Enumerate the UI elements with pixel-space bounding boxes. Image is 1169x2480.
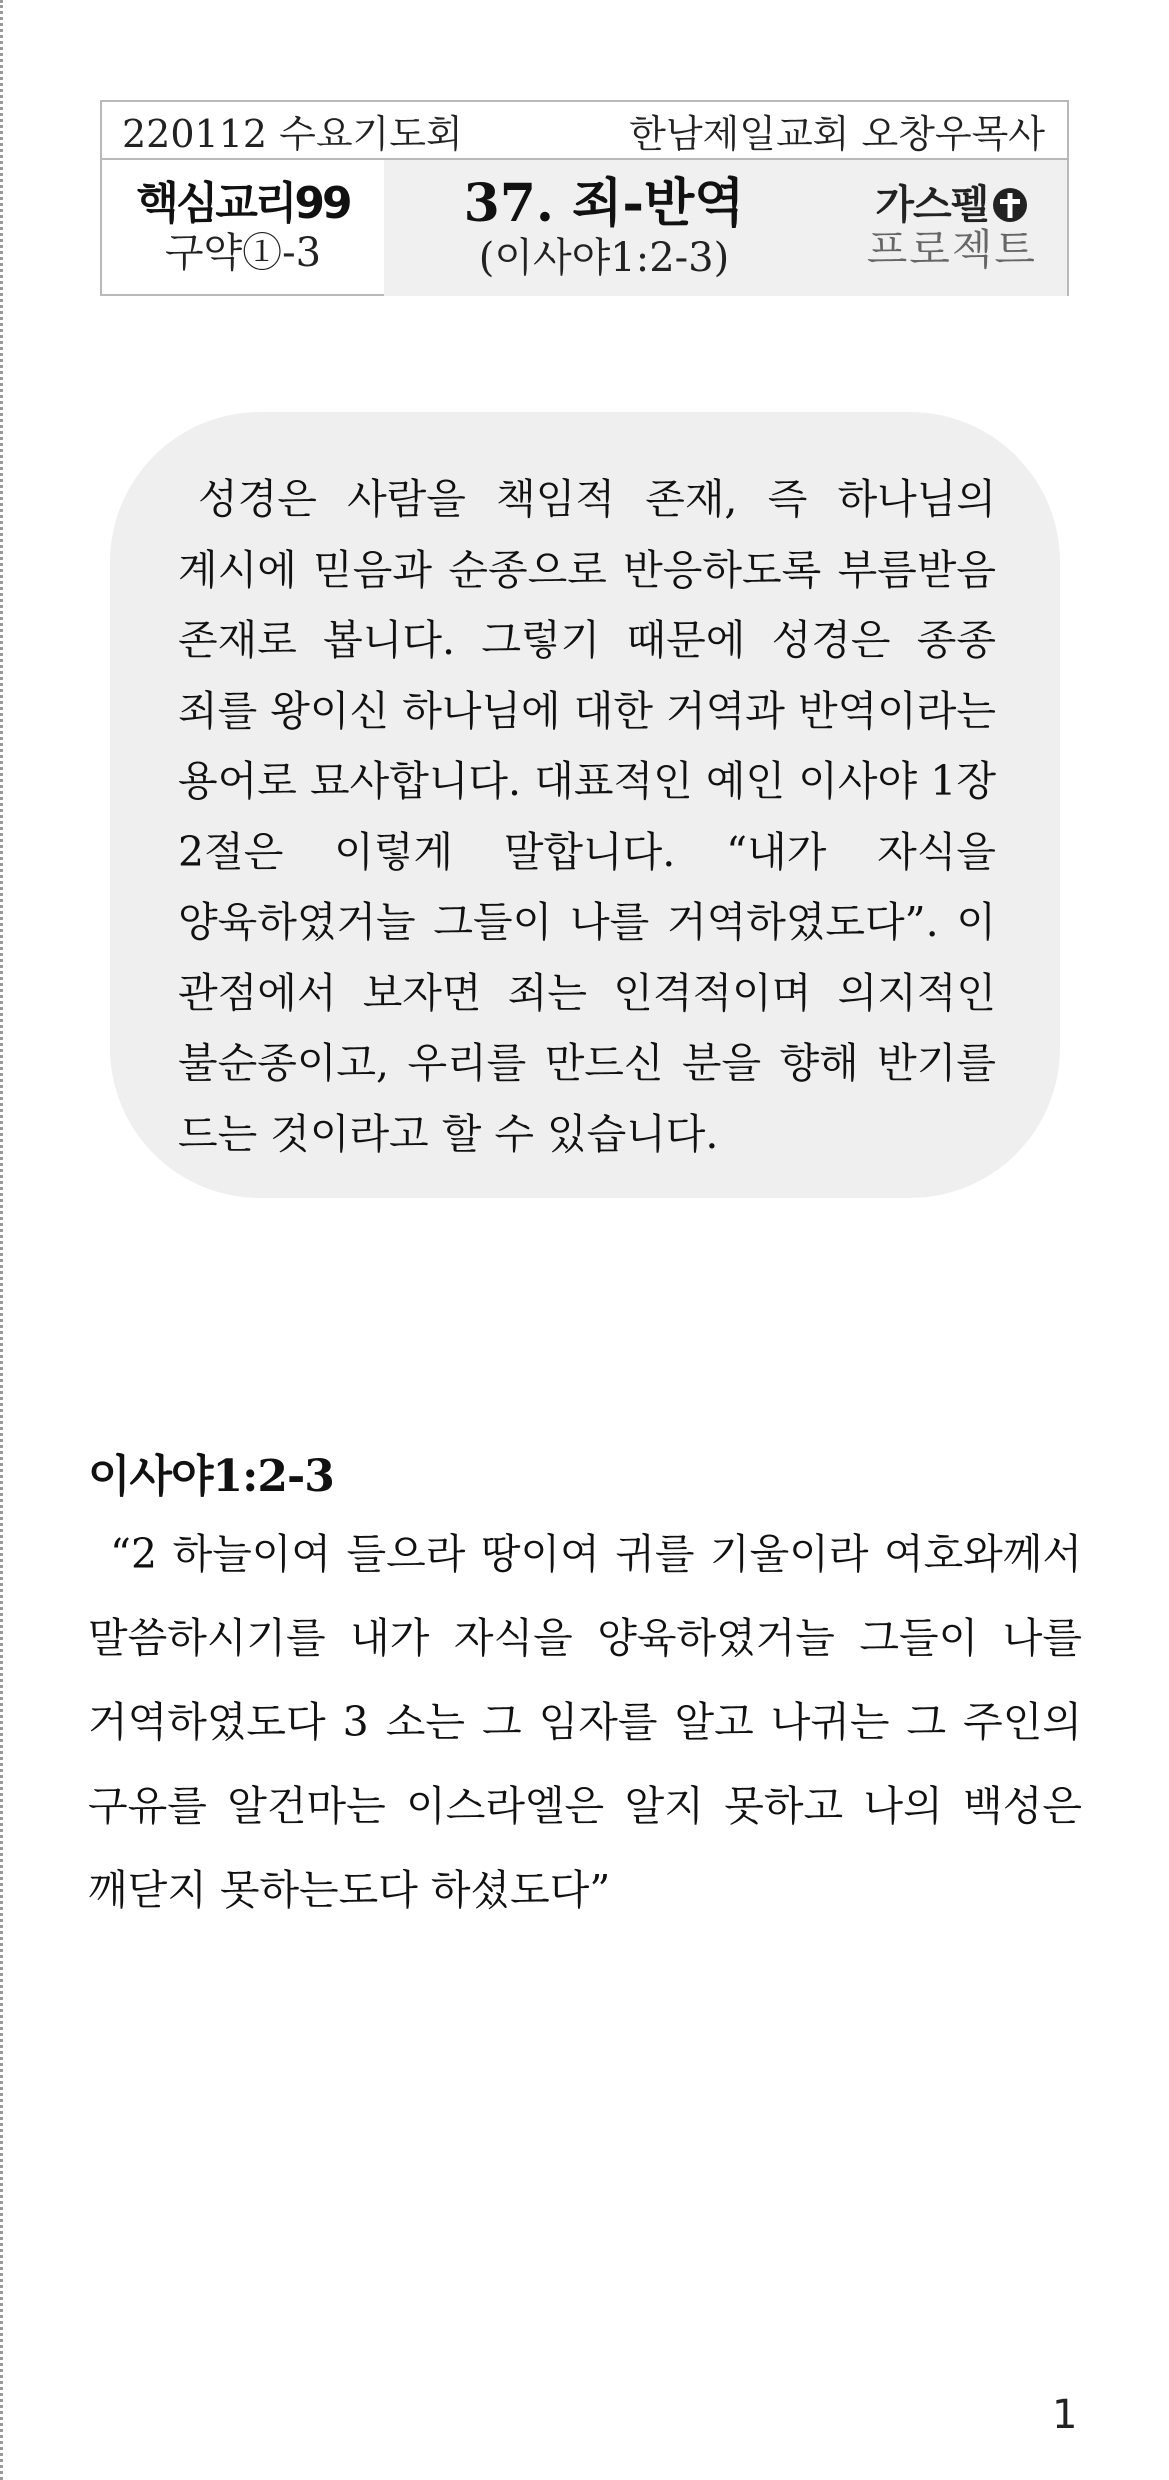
lesson-title: 37. 죄-반역 (463, 173, 745, 235)
series-subtitle: 구약①-3 (164, 230, 322, 277)
header-bottom-row (102, 160, 1067, 296)
header-box (100, 100, 1069, 296)
brand-top-row (875, 183, 1028, 227)
lesson-block-area (384, 160, 1067, 296)
brand-name: 가스펠 (875, 181, 989, 228)
series-title: 핵심교리99 (136, 177, 350, 229)
cross-circle-icon (992, 187, 1028, 223)
scripture-reference: 이사야1:2-3 (88, 1451, 334, 1502)
header-top-row (102, 102, 1067, 160)
series-block (102, 160, 384, 296)
brand-logo (867, 183, 1037, 273)
summary-box (110, 412, 1060, 1198)
scripture-text: “2 하늘이여 들으라 땅이여 귀를 기울이라 여호와께서 말씀하시기를 내가 자식을 양육하였거늘 그들이 나를 거역하였도다 3 소는 그 임자를 알고 나귀는 그 주인의 구유를 알건마는 이스라엘은 알지 못하고 나의 백성은 깨닫지 못하는도다 하셨도다” (88, 1530, 1082, 1914)
church-pastor-label: 한남제일교회 오창우목사 (629, 111, 1045, 156)
page-number: 1 (1052, 2392, 1078, 2438)
lesson-reference: (이사야1:2-3) (478, 234, 730, 281)
page-left-rule (0, 0, 3, 2480)
lesson-block (424, 174, 784, 282)
summary-text: 성경은 사람을 책임적 존재, 즉 하나님의 계시에 믿음과 순종으로 반응하도록 부름받음 존재로 봅니다. 그렇기 때문에 성경은 종종 죄를 왕이신 하나님에 대한 거역과 반역이라는 용어로 묘사합니다. 대표적인 예인 이사야 1장 2절은 이렇게 말합니다. “내가 자식을 양육하였거늘 그들이 나를 거역하였도다”. 이 관점에서 보자면 죄는 인격적이며 의지적인 불순종이고, 우리를 만드신 분을 향해 반기를 드는 것이라고 할 수 있습니다. (178, 475, 996, 1158)
brand-subtitle: 프로젝트 (866, 224, 1037, 274)
date-service-label: 220112 수요기도회 (122, 111, 463, 156)
